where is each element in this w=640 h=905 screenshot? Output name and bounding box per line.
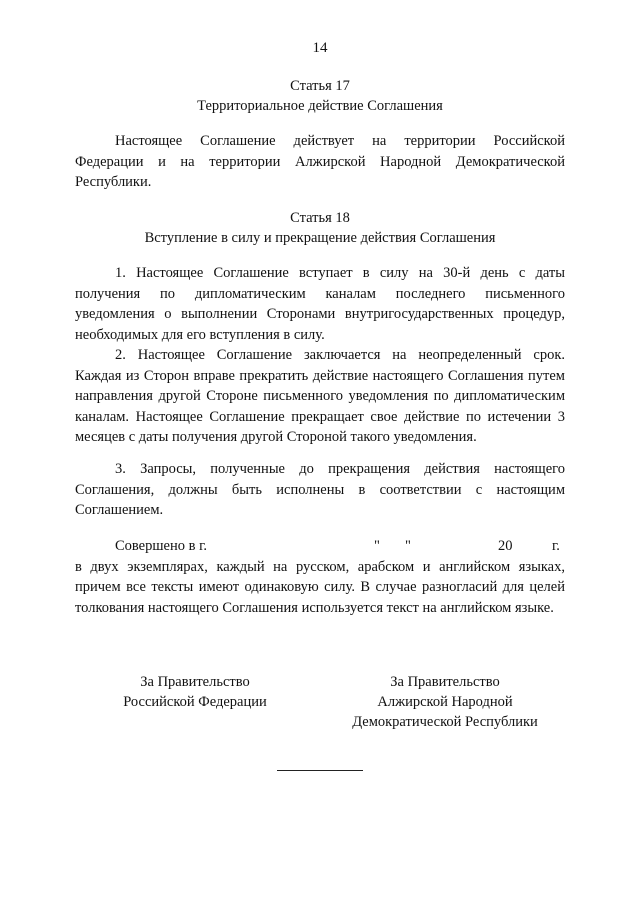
article-18-paragraph-2: 2. Настоящее Соглашение заключается на неопределенный срок. Каждая из Сторон вправе прекратить действие настоящего Соглашения путем направления другой Стороне письменного уведомления по дипломатическим каналам. Настоящее Соглашение прекращает свое действие по истечении 3 месяцев с даты получения другой Стороной такого уведомления. bbox=[75, 347, 565, 446]
article-18-paragraph-3: 3. Запросы, полученные до прекращения действия настоящего Соглашения, должны быть исполнены в соответствии с настоящим Соглашением. bbox=[75, 461, 565, 519]
signing-place-label: Совершено в г. bbox=[115, 538, 208, 554]
signature-block-russia bbox=[95, 672, 295, 712]
signature-block-algeria bbox=[325, 672, 565, 732]
page-number: 14 bbox=[312, 40, 328, 56]
date-quote-open: " bbox=[374, 538, 380, 554]
signature-left-line-1: За Правительство bbox=[140, 674, 250, 690]
article-17-title: Территориальное действие Соглашения bbox=[197, 98, 443, 114]
article-18-paragraph-1: 1. Настоящее Соглашение вступает в силу на 30-й день с даты получения по дипломатическим каналам последнего письменного уведомления о выполнении Сторонами внутригосударственных процедур, необходимых для его вступления в силу. bbox=[75, 265, 565, 343]
year-century: 20 bbox=[498, 538, 513, 554]
article-18-number: Статья 18 bbox=[290, 210, 350, 226]
article-17-text: Настоящее Соглашение действует на территории Российской Федерации и на территории Алжирской Народной Демократической Республики. bbox=[75, 133, 565, 191]
year-suffix: г. bbox=[552, 538, 560, 554]
end-separator-line bbox=[277, 770, 363, 771]
date-quote-close: " bbox=[405, 538, 411, 554]
signature-left-line-2: Российской Федерации bbox=[123, 694, 267, 710]
signing-text: в двух экземплярах, каждый на русском, арабском и английском языках, причем все тексты имеют одинаковую силу. В случае разногласий для целей толкования настоящего Соглашения используется текст на английском языке. bbox=[75, 558, 565, 616]
article-17-number: Статья 17 bbox=[290, 78, 350, 94]
article-18-heading bbox=[75, 208, 565, 248]
signing-date-line bbox=[75, 536, 565, 557]
signature-right-line-3: Демократической Республики bbox=[352, 714, 538, 730]
article-17-heading bbox=[75, 76, 565, 116]
signature-right-line-2: Алжирской Народной bbox=[377, 694, 513, 710]
article-18-title: Вступление в силу и прекращение действия Соглашения bbox=[144, 230, 496, 246]
signature-right-line-1: За Правительство bbox=[390, 674, 500, 690]
signing-clause bbox=[75, 536, 565, 618]
